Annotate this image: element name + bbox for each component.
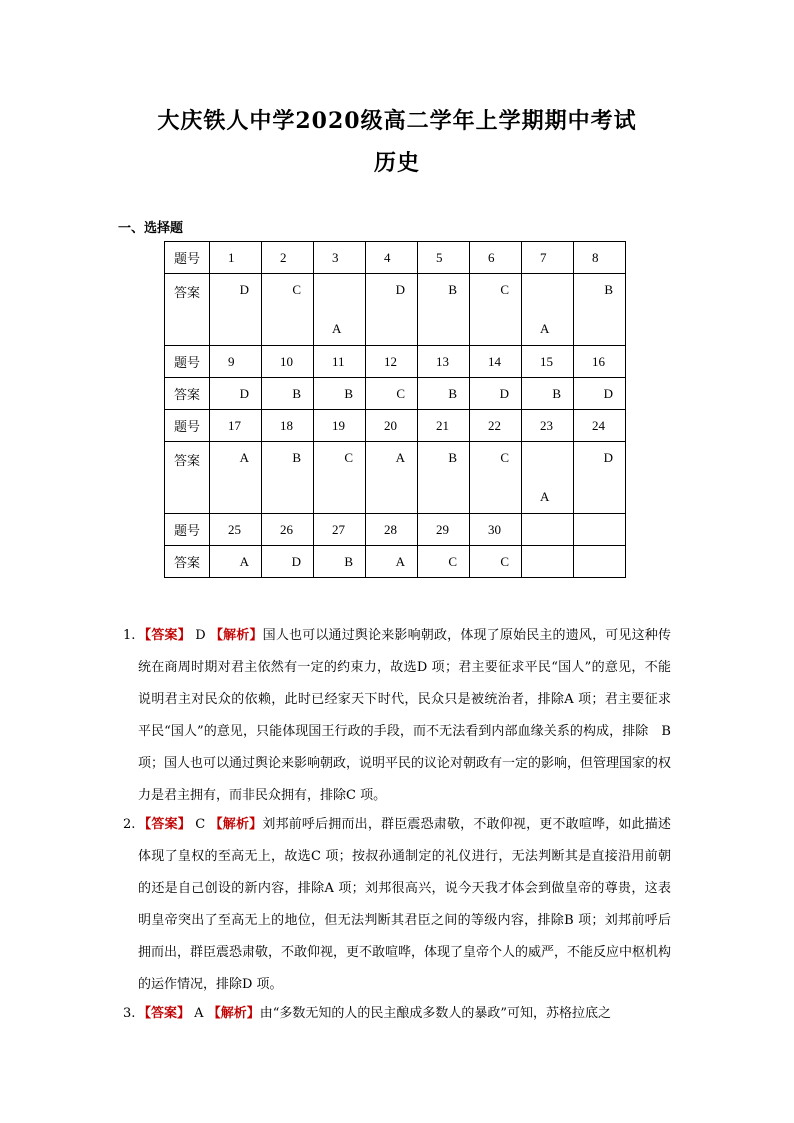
question-number: 23 [522, 410, 574, 442]
section-heading: 一、选择题 [118, 221, 184, 236]
answer-cell [470, 442, 522, 514]
answer-value: B [344, 554, 353, 569]
question-number: 7 [522, 242, 574, 274]
answer-cell [574, 378, 626, 410]
explanation-text: 刘邦前呼后拥而出，群臣震恐肃敬，不敢仰视，更不敢喧哗，如此描述体现了皇权的至高无上，故选C 项；按叔孙通制定的礼仪进行，无法判断其是直接沿用前朝的还是自己创设的新内容，排除A 项；刘邦很高兴，说今天我才体会到做皇帝的尊贵，这表明皇帝突出了至高无上的地位，但无法判断其君臣之间的等级内容，排除B 项；刘邦前呼后拥而出，群臣震恐肃敬，不敢仰视，更不敢喧哗，体现了皇帝个人的威严，不能反应中枢机构的运作情况，排除D 项。 [138, 817, 672, 992]
question-number: 21 [418, 410, 470, 442]
answer-letter: A [194, 1006, 204, 1021]
answer-cell [210, 378, 262, 410]
table-row-answers [165, 274, 626, 346]
answer-cell [418, 442, 470, 514]
answer-letter: D [195, 628, 206, 643]
question-number: 5 [418, 242, 470, 274]
table-row-numbers [165, 242, 626, 274]
question-number: 10 [262, 346, 314, 378]
question-number: 29 [418, 514, 470, 546]
answer-value: D [291, 554, 301, 569]
question-number [574, 514, 626, 546]
row-label-a: 答案 [165, 442, 210, 514]
question-number: 25 [210, 514, 262, 546]
answer-cell [574, 274, 626, 346]
answer-cell [522, 378, 574, 410]
analysis-tag: 【解析】 [209, 628, 263, 643]
table-row-answers [165, 546, 626, 578]
answer-cell [574, 546, 626, 578]
question-number: 12 [366, 346, 418, 378]
answer-value: B [448, 386, 457, 401]
answer-value: D [499, 386, 509, 401]
answer-cell [210, 442, 262, 514]
answer-cell [210, 546, 262, 578]
answer-cell [314, 378, 366, 410]
answer-cell [470, 546, 522, 578]
answer-value: D [603, 386, 613, 401]
question-number: 8 [574, 242, 626, 274]
answer-value: C [344, 450, 353, 465]
question-number: 17 [210, 410, 262, 442]
answer-cell [366, 546, 418, 578]
answer-cell [366, 378, 418, 410]
question-number: 28 [366, 514, 418, 546]
row-label-a: 答案 [165, 378, 210, 410]
item-number: 1. [123, 628, 136, 643]
answer-cell [366, 274, 418, 346]
question-number: 16 [574, 346, 626, 378]
explanation-item [123, 809, 671, 1001]
question-number: 27 [314, 514, 366, 546]
answer-cell [262, 274, 314, 346]
answer-value: D [603, 450, 613, 465]
row-label-q: 题号 [165, 242, 210, 274]
question-number: 22 [470, 410, 522, 442]
answer-value: A [239, 554, 249, 569]
answer-value: C [500, 450, 509, 465]
answer-tag: 【答案】 [138, 817, 191, 832]
table-row-numbers [165, 410, 626, 442]
answer-cell [418, 546, 470, 578]
subject-title: 历史 [373, 150, 420, 176]
question-number: 18 [262, 410, 314, 442]
answer-value: B [292, 386, 301, 401]
answer-cell [366, 442, 418, 514]
answer-cell [262, 378, 314, 410]
answer-value: B [552, 386, 561, 401]
item-number: 3. [123, 1006, 136, 1021]
answer-value: A [395, 450, 405, 465]
answer-value: D [239, 386, 249, 401]
answer-cell [314, 442, 366, 514]
document-title: 大庆铁人中学2020级高二学年上学期期中考试 [157, 108, 637, 134]
table-row-numbers [165, 346, 626, 378]
answer-cell [470, 274, 522, 346]
question-number: 15 [522, 346, 574, 378]
explanation-text: 由“多数无知的人的民主酿成多数人的暴政”可知，苏格拉底之 [259, 1006, 611, 1021]
answer-cell [418, 378, 470, 410]
answer-value: B [448, 282, 457, 297]
explanation-item [123, 998, 671, 1030]
answer-cell [574, 442, 626, 514]
analysis-tag: 【解析】 [209, 817, 263, 832]
answer-value: C [448, 554, 457, 569]
answer-cell [522, 442, 574, 514]
answer-cell [522, 546, 574, 578]
question-number: 30 [470, 514, 522, 546]
question-number: 20 [366, 410, 418, 442]
row-label-q: 题号 [165, 514, 210, 546]
row-label-a: 答案 [165, 546, 210, 578]
answer-cell [262, 546, 314, 578]
answer-tag: 【答案】 [138, 628, 191, 643]
answer-value: C [292, 282, 301, 297]
row-label-q: 题号 [165, 410, 210, 442]
item-number: 2. [123, 817, 136, 832]
answer-cell [210, 274, 262, 346]
question-number: 2 [262, 242, 314, 274]
analysis-tag: 【解析】 [207, 1006, 260, 1021]
question-number: 19 [314, 410, 366, 442]
answer-cell [314, 546, 366, 578]
explanation-text: 国人也可以通过舆论来影响朝政，体现了原始民主的遗风，可见这种传统在商周时期对君主依然有一定的约束力，故选D 项；君主要征求平民“国人”的意见，不能说明君主对民众的依赖，此时已经家天下时代，民众只是被统治者，排除A 项；君主要征求平民“国人”的意见，只能体现国王行政的手段，而不无法看到内部血缘关系的构成，排除 B 项；国人也可以通过舆论来影响朝政，说明平民的议论对朝政有一定的影响，但管理国家的权力是君主拥有，而非民众拥有，排除C 项。 [138, 628, 672, 803]
answer-table [164, 241, 626, 578]
answer-value: D [395, 282, 405, 297]
answer-tag: 【答案】 [138, 1006, 191, 1021]
answer-value: A [239, 450, 249, 465]
question-number: 11 [314, 346, 366, 378]
question-number: 26 [262, 514, 314, 546]
question-number: 4 [366, 242, 418, 274]
question-number: 9 [210, 346, 262, 378]
question-number: 14 [470, 346, 522, 378]
answer-letter: C [195, 817, 206, 832]
row-label-a: 答案 [165, 274, 210, 346]
answer-value: D [239, 282, 249, 297]
table-row-numbers [165, 514, 626, 546]
question-number: 24 [574, 410, 626, 442]
answer-cell [314, 274, 366, 346]
answer-value: B [344, 386, 353, 401]
answer-cell [418, 274, 470, 346]
answer-cell [470, 378, 522, 410]
answer-value: B [292, 450, 301, 465]
question-number: 13 [418, 346, 470, 378]
answer-value: B [604, 282, 613, 297]
question-number: 6 [470, 242, 522, 274]
table-row-answers [165, 442, 626, 514]
answer-value: A [540, 321, 550, 336]
answer-value: B [448, 450, 457, 465]
answer-value: C [500, 282, 509, 297]
question-number: 1 [210, 242, 262, 274]
row-label-q: 题号 [165, 346, 210, 378]
answer-value: C [396, 386, 405, 401]
explanation-item [123, 620, 671, 812]
answer-value: A [332, 321, 342, 336]
question-number: 3 [314, 242, 366, 274]
question-number [522, 514, 574, 546]
answer-cell [262, 442, 314, 514]
table-row-answers [165, 378, 626, 410]
answer-cell [522, 274, 574, 346]
answer-value: A [395, 554, 405, 569]
answer-value: A [540, 489, 550, 504]
answer-value: C [500, 554, 509, 569]
